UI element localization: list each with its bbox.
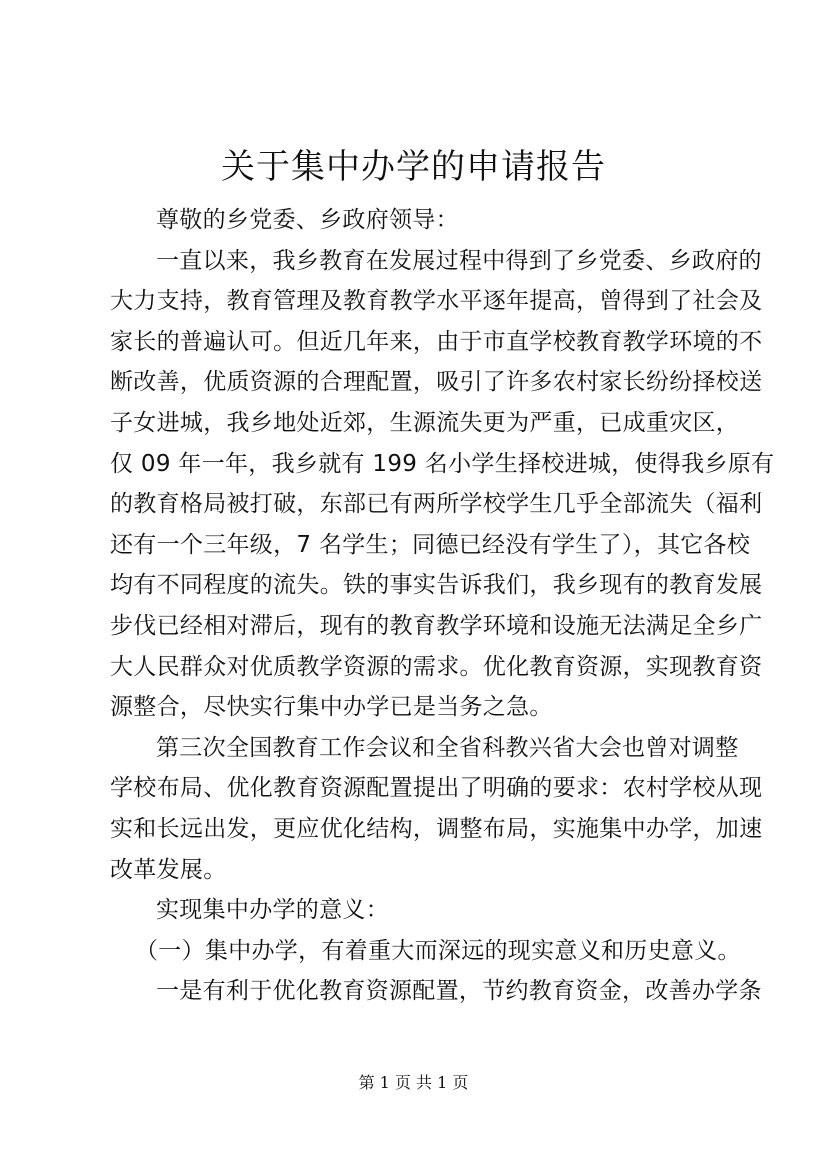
paragraph-line: 改革发展。 bbox=[110, 856, 227, 883]
section-heading-line: 实现集中办学的意义： bbox=[156, 897, 389, 924]
document-title: 关于集中办学的申请报告 bbox=[221, 147, 606, 187]
paragraph-line: 断改善，优质资源的合理配置，吸引了许多农村家长纷纷择校送 bbox=[110, 369, 763, 396]
document-body bbox=[110, 200, 775, 1012]
paragraph-line: 一是有利于优化教育资源配置，节约教育资金，改善办学条 bbox=[156, 978, 762, 1005]
page-footer: 第 1 页 共 1 页 bbox=[358, 1073, 469, 1092]
paragraph-line: 仅 09 年一年，我乡就有 199 名小学生择校进城，使得我乡原有 bbox=[110, 450, 775, 477]
paragraph-line: 步伐已经相对滞后，现有的教育教学环境和设施无法满足全乡广 bbox=[110, 612, 763, 639]
paragraph-line: 大人民群众对优质教学资源的需求。优化教育资源，实现教育资 bbox=[110, 653, 763, 680]
paragraph-line: 的教育格局被打破，东部已有两所学校学生几乎全部流失（福利 bbox=[110, 491, 763, 518]
paragraph-line: 实和长远出发，更应优化结构，调整布局，实施集中办学，加速 bbox=[110, 815, 763, 842]
paragraph-line: 源整合，尽快实行集中办学已是当务之急。 bbox=[110, 694, 553, 721]
paragraph-line: 一直以来，我乡教育在发展过程中得到了乡党委、乡政府的 bbox=[156, 247, 762, 274]
salutation-line: 尊敬的乡党委、乡政府领导： bbox=[156, 207, 459, 233]
paragraph-line: 还有一个三年级，7 名学生；同德已经没有学生了），其它各校 bbox=[110, 531, 751, 558]
subsection-heading-line: （一）集中办学，有着重大而深远的现实意义和历史意义。 bbox=[135, 937, 741, 964]
paragraph-line: 第三次全国教育工作会议和全省科教兴省大会也曾对调整 bbox=[156, 734, 739, 761]
paragraph-line: 均有不同程度的流失。铁的事实告诉我们，我乡现有的教育发展 bbox=[110, 572, 763, 599]
paragraph-line: 家长的普遍认可。但近几年来，由于市直学校教育教学环境的不 bbox=[110, 328, 763, 355]
paragraph-line: 子女进城，我乡地处近郊，生源流失更为严重，已成重灾区， bbox=[110, 409, 740, 436]
paragraph-line: 大力支持，教育管理及教育教学水平逐年提高，曾得到了社会及 bbox=[110, 288, 763, 315]
paragraph-line: 学校布局、优化教育资源配置提出了明确的要求：农村学校从现 bbox=[110, 775, 763, 802]
